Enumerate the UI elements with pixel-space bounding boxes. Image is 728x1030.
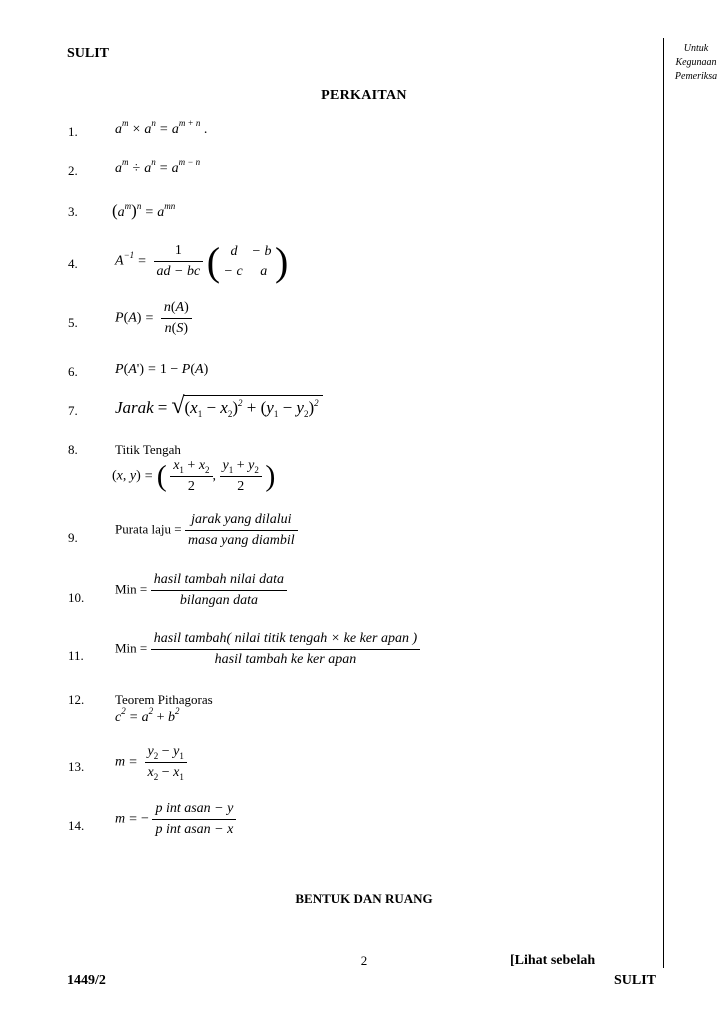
f14-numerator: p int asan − y bbox=[155, 801, 234, 816]
paper-code: 1449/2 bbox=[67, 973, 106, 988]
margin-note-line-3: Pemeriksa bbox=[674, 71, 718, 82]
item-number: 6. bbox=[68, 364, 78, 379]
item-number: 10. bbox=[68, 590, 85, 605]
item-number: 7. bbox=[68, 403, 78, 418]
formula-13: m = $\frac{y_2 - y_1}{x_2 - x_1}$ bbox=[115, 744, 187, 781]
item-number: 14. bbox=[68, 818, 85, 833]
item-number: 8. bbox=[68, 442, 78, 457]
margin-rule bbox=[663, 38, 664, 968]
formula-3: $(a^m)^n = a^{mn}$ bbox=[112, 201, 176, 220]
margin-note-line-2: Kegunaan bbox=[675, 57, 717, 68]
formula-10 bbox=[115, 572, 287, 609]
formula-5: P(A) = $\frac{n(A)}{n(S)}$ bbox=[115, 300, 192, 337]
page-number: 2 bbox=[360, 953, 368, 968]
f9-denominator: masa yang diambil bbox=[185, 530, 298, 549]
formula-8: (x, y) = ( $\frac{x_1 + x_2}{2}$ , $\frac{y_1 + y_2}{2}$ ) bbox=[112, 458, 276, 494]
formula-2: $a^m \div a^n = a^{m - n}$ bbox=[115, 157, 201, 176]
formula-4: $A^{-1}$ = $\frac{1}{ad - bc}$ ( d − b − c a ) bbox=[115, 239, 289, 284]
formula-12: $c^2 = a^2 + b^2$ bbox=[115, 706, 180, 725]
section-title: PERKAITAN bbox=[321, 88, 407, 103]
examiner-margin-note bbox=[668, 42, 724, 84]
margin-note-line-1: Untuk bbox=[683, 43, 709, 54]
formula-1: $a^m \times a^n = a^{m + n}$ . bbox=[115, 118, 208, 137]
item-number: 3. bbox=[68, 204, 78, 219]
footer-sulit: SULIT bbox=[614, 973, 657, 988]
f11-denominator: hasil tambah ke ker apan bbox=[151, 649, 420, 668]
f10-denominator: bilangan data bbox=[151, 590, 287, 609]
f14-denominator: p int asan − x bbox=[152, 819, 236, 838]
item-number: 13. bbox=[68, 759, 85, 774]
item-number: 1. bbox=[68, 124, 78, 139]
f11-numerator: hasil tambah( nilai titik tengah × ke ker apan ) bbox=[153, 631, 418, 646]
teorem-label: Teorem Pithagoras bbox=[115, 692, 213, 707]
formula-11 bbox=[115, 631, 420, 668]
titik-tengah-label: Titik Tengah bbox=[115, 442, 181, 457]
header-sulit: SULIT bbox=[67, 46, 110, 61]
formula-14: m = − $\frac{\text{p int asan − y}}{\text{p int asan − x}}$ bbox=[115, 801, 236, 838]
purata-laju-label: Purata laju = bbox=[115, 521, 182, 537]
item-number: 11. bbox=[68, 648, 84, 663]
item-number: 12. bbox=[68, 692, 85, 707]
f10-numerator: hasil tambah nilai data bbox=[153, 572, 285, 587]
f9-numerator: jarak yang dilalui bbox=[191, 512, 292, 527]
item-number: 9. bbox=[68, 530, 78, 545]
section-heading-bentuk: BENTUK DAN RUANG bbox=[295, 891, 433, 906]
turn-over-note: [Lihat sebelah bbox=[510, 953, 596, 968]
item-number: 5. bbox=[68, 315, 78, 330]
formula-6: P(A') = 1 − P(A) bbox=[115, 362, 209, 377]
min-label: Min = bbox=[115, 640, 148, 656]
formula-7: Jarak = $√(x_1 - x_2)^2 + (y_1 - y_2)^2$ bbox=[115, 393, 323, 420]
item-number: 2. bbox=[68, 163, 78, 178]
item-number: 4. bbox=[68, 256, 78, 271]
formula-9 bbox=[115, 512, 298, 549]
jarak-label: Jarak bbox=[115, 398, 154, 417]
min-label: Min = bbox=[115, 581, 148, 597]
